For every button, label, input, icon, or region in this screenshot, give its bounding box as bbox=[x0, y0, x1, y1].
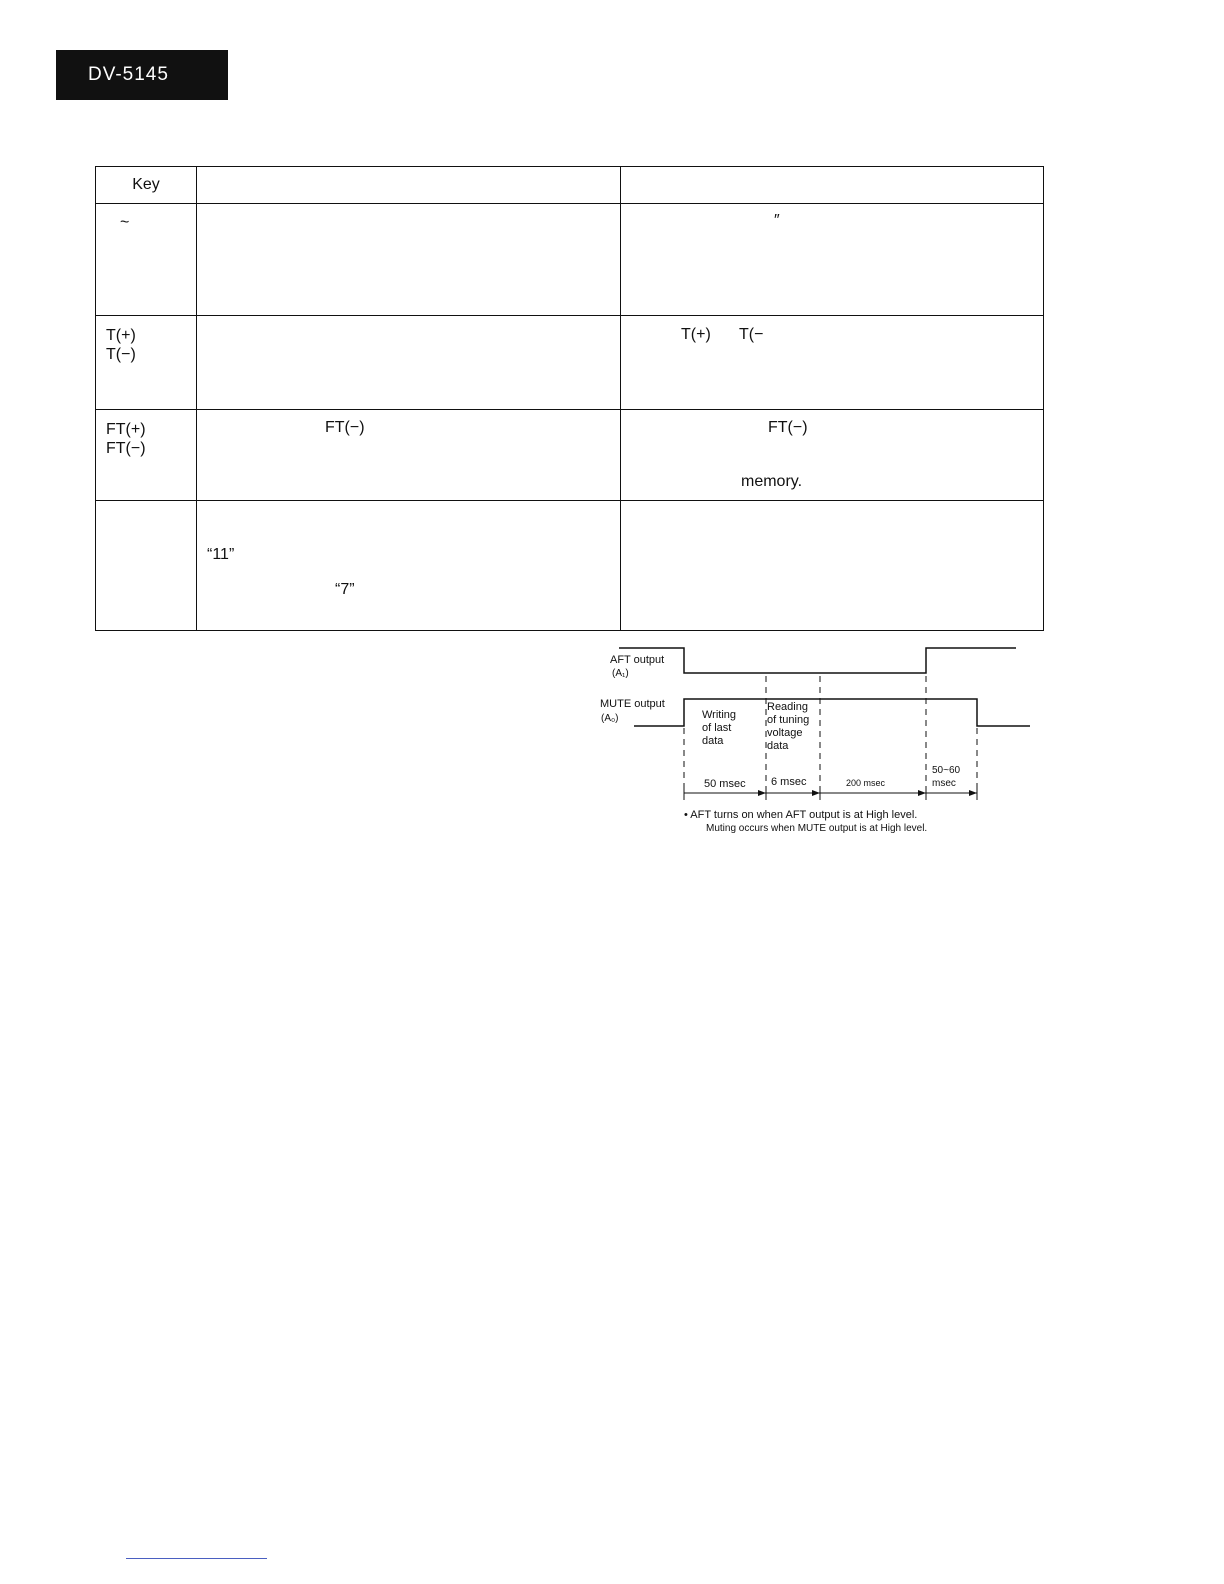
note-aft: • AFT turns on when AFT output is at High level. bbox=[684, 809, 918, 821]
key-text: T(+) T(−) bbox=[106, 327, 136, 363]
column-header-key: Key bbox=[96, 167, 197, 204]
phase-reading-label bbox=[767, 701, 809, 752]
svg-text:of tuning: of tuning bbox=[767, 714, 810, 726]
cell-text: “11” bbox=[207, 546, 235, 563]
cell-text: ″ bbox=[774, 212, 780, 229]
mute-waveform bbox=[634, 699, 1030, 726]
cell-text: memory. bbox=[741, 473, 803, 490]
key-text: ~ bbox=[120, 214, 130, 231]
cell-text: “7” bbox=[335, 581, 355, 598]
svg-text:Writing: Writing bbox=[702, 709, 737, 721]
svg-text:Reading: Reading bbox=[767, 701, 808, 713]
footer-rule bbox=[126, 1558, 267, 1559]
aft-output-label: AFT output bbox=[610, 654, 665, 666]
model-label: DV-5145 bbox=[56, 50, 228, 100]
svg-text:voltage: voltage bbox=[767, 727, 803, 739]
aft-waveform bbox=[619, 648, 1016, 673]
svg-text:data: data bbox=[702, 735, 724, 747]
key-text: FT(+) FT(−) bbox=[106, 421, 146, 457]
duration-50-60: 50~60 bbox=[932, 765, 961, 776]
svg-text:of last: of last bbox=[702, 722, 732, 734]
mute-output-sub: (A₀) bbox=[601, 713, 619, 724]
phase-writing-label bbox=[702, 709, 736, 747]
cell-text: FT(−) bbox=[325, 419, 365, 436]
mute-output-label: MUTE output bbox=[600, 698, 665, 710]
duration-6msec: 6 msec bbox=[771, 776, 807, 788]
duration-200msec: 200 msec bbox=[846, 778, 886, 788]
cell-text: T(+) bbox=[681, 326, 711, 343]
svg-text:data: data bbox=[767, 740, 789, 752]
note-mute: Muting occurs when MUTE output is at High level. bbox=[706, 823, 928, 834]
aft-output-sub: (A₁) bbox=[612, 668, 629, 679]
cell-text: T(− bbox=[739, 326, 764, 343]
duration-50msec: 50 msec bbox=[704, 778, 746, 790]
duration-msec: msec bbox=[932, 778, 956, 789]
cell-text: FT(−) bbox=[768, 419, 808, 436]
duration-arrows bbox=[684, 789, 977, 797]
